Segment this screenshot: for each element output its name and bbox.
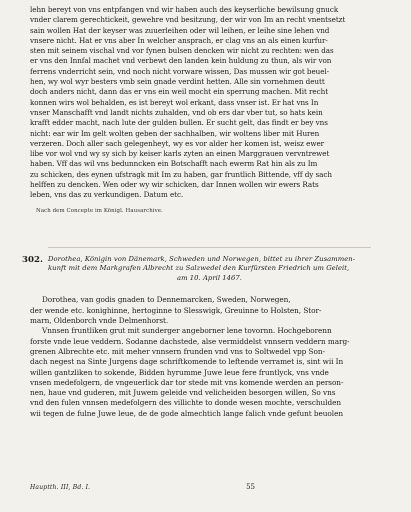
section-divider [48,247,371,248]
text-line: zu schicken, des eynen ufstragk mit Im zu haben, gar fruntlich Bittende, vff dy sach [30,169,332,179]
text-line: vnser Manschafft vnd landt nichts zuhalden, vnd ob ers dar vber tut, so hats kein [30,107,323,117]
text-line: krafft edder macht, nach lute der gulden bullen. Er sucht gelt, das findt er bey vns [30,118,328,128]
document-text-block [30,295,389,419]
text-line: sain wollen Hat der keyser was zuuerleihen oder wil leihen, er leihe sine lehen vnd [30,25,330,35]
text-line: nen, haue vnd guderen, mit Juwem geleide vnd velicheiden besorgen willen, So vns [30,388,336,398]
text-line: sten mit seinem vischal vnd vor fynen bulsen dencken wir nicht zu rechten: wen das [30,46,334,56]
text-line: Vnnsen fruntliken grut mit sunderger angeborner lene tovornn. Hochgeborenn [42,326,332,336]
text-line: haben. Vff das wil vns bedunncken ein Botschafft nach ewerm Rat hin als zu Im [30,159,318,169]
text-line: konnen wirs wol behalden, es ist bereyt wol erkant, dass vnser ist. Er hat vns In [30,97,319,107]
page-number: 55 [246,483,255,491]
text-line: marn, Oldenborch vnde Delmenhorst. [30,316,169,326]
text-line: leben, vns das zu verkundigen. Datum etc. [30,190,184,200]
text-line: Dorothea, van godis gnaden to Dennemarcken, Sweden, Norwegen, [42,295,291,305]
text-line: vnsere nicht. Hat er vns aber In welcher ansprach, er clag vns an als einen kurfur- [30,35,328,45]
text-line: verzeren. Doch aller sach gelegenheyt, wy es vor alder her komen ist, weisz ewer [30,138,325,148]
source-note: Nach dem Concepte im Königl. Hausarchive. [36,207,163,214]
letter-text-block [30,5,389,201]
heading-line: am 10. April 1467. [176,273,242,282]
text-line: er vns den Innfal machet vnd verbewt den landen kein huldung zu thun, als wir von [30,56,332,66]
text-line: nicht: ear wir Im gelt wolten geben der sachhalben, wir woltens liber mit Huren [30,128,320,138]
page-footer [30,483,385,492]
text-line: vnd den fulen vnnsen medefolgern des villichte to donde wesen mochte, verschulden [30,398,341,408]
text-line: dach negest na Sinte Jurgens dage schriftkomende to leftende verramet is, sint wii In [30,357,344,367]
text-line: vnder clarem gerechtickeit, gewehre vnd besitzung, der wir von Im an recht vnentsetzt [30,15,346,25]
text-line: libe vor wol vnd wy sy sich by keiser karls zyten an einen Marggrauen vervntrewet [30,149,330,159]
text-line: wii tegen de fulne Juwe leue, de de gode almechtich lange falich vnde gefunt beuolen [30,408,343,418]
text-line: der wende etc. konighinne, hertoginne to Slesswigk, Greuinne to Holsten, Stor- [30,305,322,315]
text-line: lehn bereyt von vns entpfangen vnd wir haben auch des keyserliche bewilsung gnuck [30,5,339,14]
text-line: helffen zu dencken. Wen oder wy wir schicken, dar Innen wollen wir ewers Rats [30,180,319,190]
heading-line: kunft mit dem Markgrafen Albrecht zu Salzwedel den Kurfürsten Friedrich um Geleit, [48,264,350,273]
heading-line: Dorothea, Königin von Dänemark, Schweden und Norwegen, bittet zu ihrer Zusammen- [48,254,356,263]
text-line: grenen Albrechte etc. mit meher vnnsern frunden vnd vns to Soltwedel vpp Son- [30,346,325,356]
text-line: willen gantzliken to sokende, Bidden hyrumme Juwe leue fere fruntlyck, vns vnde [30,367,329,377]
text-line: forste vnde leue veddern. Sodanne dachstede, alse vermiddelst vnnsern veddern marg- [30,336,350,346]
text-line: hen, wy wol wyr besters vmb sein gnade verdint hetten. Alle sin vornehmen deutt [30,77,325,87]
text-line: doch anders nicht, dann das er vns ein weil mocht ein sperrung machen. Mit recht [30,87,329,97]
document-number: 302. [22,254,43,265]
footer-label: Hauptth. III, Bd. I. [30,484,91,491]
text-line: ferrens vnderricht sein, vnd noch nicht vorware wissen, Das mussen wir got beuel- [30,66,330,76]
document-heading [22,254,389,284]
text-line: vnsen medefolgern, de vngeuerlick dar tor stede mit vns komende werden an person- [30,377,344,387]
